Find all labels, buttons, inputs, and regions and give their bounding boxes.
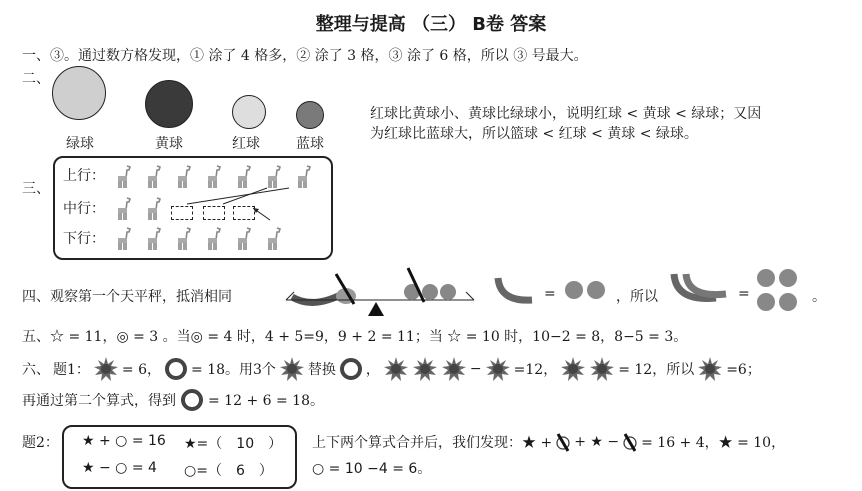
q6-e: − [469, 361, 482, 377]
eq-row1-right: ★=（ 10 ） [184, 436, 283, 452]
fruit-group-icon [754, 266, 804, 316]
ball-label-blue: 蓝球 [296, 136, 324, 152]
q2-explain-2: 为红球比蓝球大，所以篮球 < 红球 < 黄球 < 绿球。 [370, 126, 698, 142]
q6-f: =12， [513, 362, 558, 378]
ball-label-red: 红球 [232, 136, 260, 152]
crossed-circle-icon [622, 432, 638, 452]
q4-so: ，所以 [616, 289, 658, 305]
q7-expl-b: + ★ − [574, 434, 620, 450]
q7-explain-2: ○ = 10 −4 = 6。 [312, 461, 432, 477]
sun-icon [697, 356, 723, 382]
q6-line2-text: 再通过第二个算式，得到 [22, 393, 176, 409]
row-label-middle: 中行： [63, 201, 105, 217]
q1-text: ③。通过数方格发现，① 涂了 4 格多，② 涂了 3 格，③ 涂了 6 格，所以 ③ 号最大。 [50, 48, 588, 64]
page-title: 整理与提高 （三） B卷 答案 [315, 14, 547, 35]
blue-ball [296, 101, 324, 129]
q4-equals-2: = [738, 286, 750, 302]
q6-c: 替换 [307, 362, 336, 378]
ring-icon [164, 357, 188, 381]
q7-expl-c: = 16 + 4，★ = 10， [641, 435, 786, 451]
sun-icon [412, 356, 438, 382]
green-ball [52, 66, 106, 120]
q6-h: =6； [726, 362, 761, 378]
q7-label: 题2： [22, 435, 59, 451]
ring-icon [339, 357, 363, 381]
balance-scale-icon [284, 262, 484, 324]
q6-a: = 6， [121, 362, 162, 378]
ball-label-green: 绿球 [66, 136, 94, 152]
q4-number: 四、 [22, 289, 50, 305]
q6-b: = 18。用3个 [191, 362, 276, 378]
answer-box [62, 425, 297, 489]
q4-end: 。 [812, 289, 826, 305]
crossed-circle-icon [555, 432, 571, 452]
sun-icon [383, 356, 409, 382]
q6-t1: 题1： [53, 362, 90, 378]
sun-icon [93, 356, 119, 382]
q6-number: 六、 [22, 362, 50, 378]
sun-icon [485, 356, 511, 382]
q7-explain-1 [312, 432, 785, 452]
q3-number: 三、 [22, 181, 50, 197]
sun-icon [279, 356, 305, 382]
move-arrows [55, 158, 331, 258]
q4-equals-1: = [544, 286, 556, 302]
q6-d: ， [365, 362, 380, 378]
q6-line1 [22, 356, 761, 382]
q5-text: 五、☆ = 11，◎ = 3 。当◎ = 4 时，4 + 5=9，9 + 2 = 11；当 ☆ = 10 时，10−2 = 8，8−5 = 3。 [22, 329, 688, 345]
red-ball [232, 95, 266, 129]
eq-row2-left: ★ − ○ = 4 [82, 460, 157, 476]
giraffe-row-box [53, 156, 333, 260]
two-bananas-icon [668, 268, 732, 310]
row-label-top: 上行： [63, 168, 105, 184]
yellow-ball [145, 80, 193, 128]
sun-icon [441, 356, 467, 382]
q7-expl-a: 上下两个算式合并后，我们发现：★ + [312, 435, 553, 451]
row-label-bottom: 下行： [63, 231, 105, 247]
q6-line2-result: = 12 + 6 = 18。 [208, 393, 324, 409]
ring-icon [180, 388, 204, 412]
q6-g: = 12，所以 [618, 362, 695, 378]
q1-number: 一、 [22, 48, 50, 64]
sun-icon [560, 356, 586, 382]
sun-icon [589, 356, 615, 382]
q2-explain-1: 红球比黄球小、黄球比绿球小，说明红球 < 黄球 < 绿球；又因 [370, 106, 762, 122]
eq-row2-right: ○=（ 6 ） [184, 463, 273, 479]
q4-text: 观察第一个天平秤，抵消相同 [50, 289, 232, 305]
q6-line2 [22, 388, 324, 412]
ball-label-yellow: 黄球 [155, 136, 183, 152]
banana-icon [492, 272, 538, 308]
fruit-pair-icon [562, 278, 612, 300]
eq-row1-left: ★ + ○ = 16 [82, 433, 166, 449]
q2-number: 二、 [22, 71, 50, 87]
